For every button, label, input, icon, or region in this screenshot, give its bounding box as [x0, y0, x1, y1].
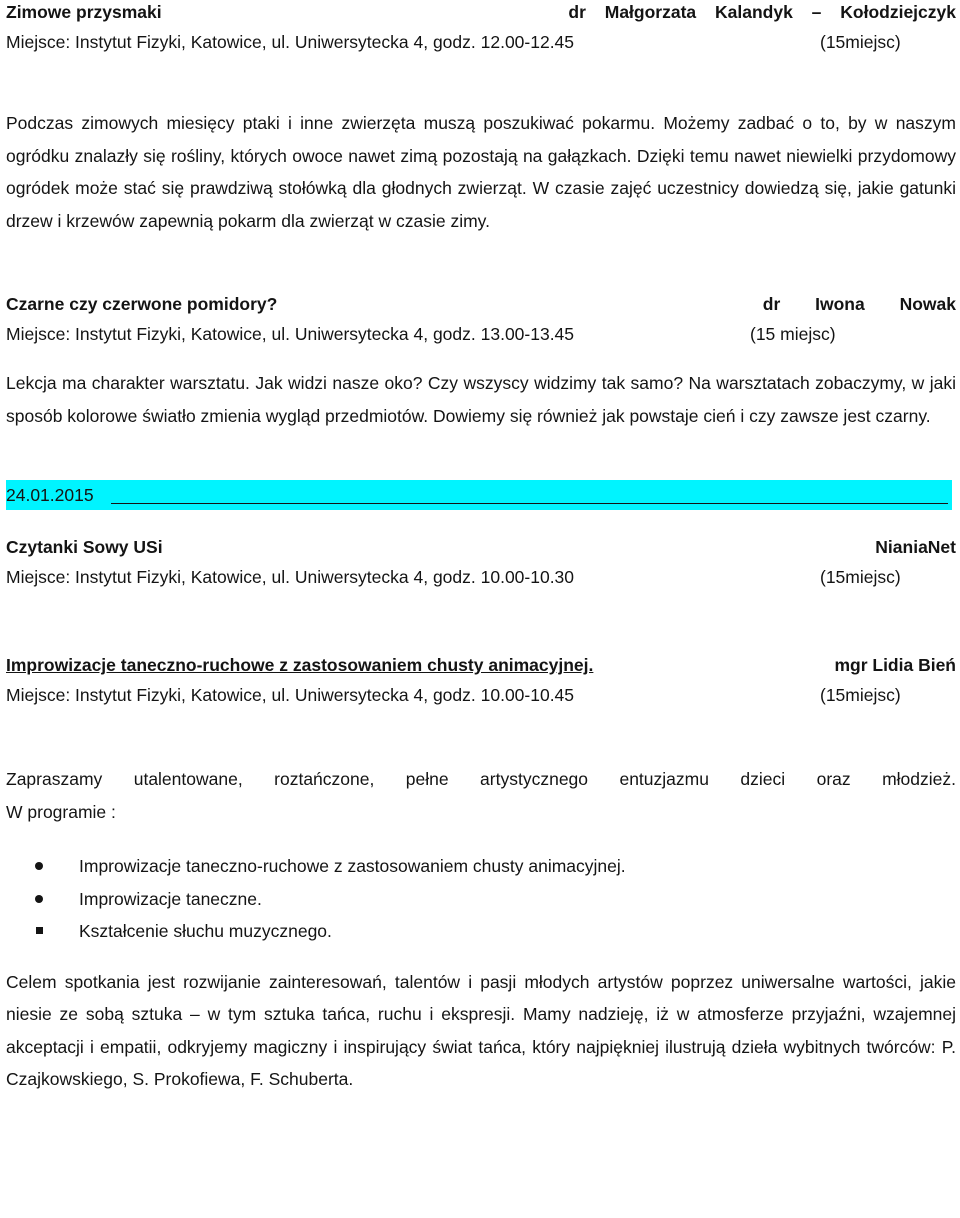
- event1-header: [6, 0, 956, 27]
- event1-seats: (15miejsc): [820, 32, 901, 52]
- event4-place: Miejsce: Instytut Fizyki, Katowice, ul. Uniwersytecka 4, godz. 10.00-10.45: [6, 685, 575, 705]
- event2-header: [6, 289, 956, 319]
- program-item-text: Kształcenie słuchu muzycznego.: [79, 921, 332, 941]
- program-item-text: Improwizacje taneczne.: [79, 888, 262, 909]
- document-page: [6, 0, 956, 1096]
- event3-presenter: NianiaNet: [875, 537, 956, 557]
- event1-presenter: dr Małgorzata Kalandyk – Kołodziejczyk: [568, 2, 956, 22]
- date-banner: [6, 480, 952, 510]
- event2-presenter: dr Iwona Nowak: [762, 294, 956, 314]
- event3-header: [6, 532, 956, 562]
- program-item-text: Improwizacje taneczno-ruchowe z zastosowaniem chusty animacyjnej.: [79, 856, 626, 876]
- event2-title: Czarne czy czerwone pomidory?: [6, 294, 278, 314]
- list-item: [6, 915, 956, 948]
- event4-title: Improwizacje taneczno-ruchowe z zastosowaniem chusty animacyjnej.: [6, 655, 594, 675]
- bullet-square-icon: [36, 927, 43, 934]
- event2-place-row: [6, 319, 956, 349]
- date-underline: [111, 503, 948, 504]
- event4-program-list: [6, 850, 956, 948]
- bullet-dot-icon: [35, 862, 43, 870]
- event4-place-row: [6, 680, 956, 710]
- event4-intro-line1: Zapraszamy utalentowane, roztańczone, pełne artystycznego entuzjazmu dzieci oraz młodzież.: [6, 769, 956, 789]
- list-item: [6, 850, 956, 883]
- event1-description: Podczas zimowych miesięcy ptaki i inne zwierzęta muszą poszukiwać pokarmu. Możemy zadbać o to, by w naszym ogródku znalazły się rośliny, których owoce nawet zimą pozostają na gałązkach. Dzięki temu nawet niewielki przydomowy ogródek może stać się prawdziwą stołówką dla głodnych zwierząt. W czasie zajęć uczestnicy dowiedzą się, jakie gatunki drzew i krzewów zapewnią pokarm dla zwierząt w czasie zimy.: [6, 113, 956, 231]
- event2-description: Lekcja ma charakter warsztatu. Jak widzi nasze oko? Czy wszyscy widzimy tak samo? Na warsztatach zobaczymy, w jaki sposób kolorowe światło zmienia wygląd przedmiotów. Dowiemy się również jak powstaje cień i czy zawsze jest czarny.: [6, 373, 956, 426]
- event3-seats: (15miejsc): [820, 567, 901, 587]
- bullet-dot-icon: [35, 895, 43, 903]
- event4-intro-line2: W programie :: [6, 801, 116, 822]
- event2-seats: (15 miejsc): [750, 324, 836, 344]
- event3-title: Czytanki Sowy USi: [6, 537, 163, 557]
- event4-closing: Celem spotkania jest rozwijanie zainteresowań, talentów i pasji młodych artystów poprzez uniwersalne wartości, jakie niesie ze sobą sztuka – w tym sztuka tańca, ruchu i ekspresji. Mamy nadzieję, iż w atmosferze przyjaźni, wzajemnej akceptacji i empatii, odkryjemy magiczny i inspirujący świat tańca, który najpiękniej ilustrują dzieła wybitnych twórców: P. Czajkowskiego, S. Prokofiewa, F. Schuberta.: [6, 971, 956, 1089]
- date-label: 24.01.2015: [6, 485, 94, 505]
- list-item: [6, 883, 956, 916]
- event3-place-row: [6, 562, 956, 592]
- event3-place: Miejsce: Instytut Fizyki, Katowice, ul. Uniwersytecka 4, godz. 10.00-10.30: [6, 567, 575, 587]
- event1-place: Miejsce: Instytut Fizyki, Katowice, ul. Uniwersytecka 4, godz. 12.00-12.45: [6, 32, 575, 52]
- event1-place-row: [6, 27, 956, 57]
- event4-presenter: mgr Lidia Bień: [834, 655, 956, 675]
- event1-title: Zimowe przysmaki: [6, 2, 162, 22]
- event2-place: Miejsce: Instytut Fizyki, Katowice, ul. Uniwersytecka 4, godz. 13.00-13.45: [6, 324, 575, 344]
- event4-seats: (15miejsc): [820, 685, 901, 705]
- event4-header: [6, 650, 956, 680]
